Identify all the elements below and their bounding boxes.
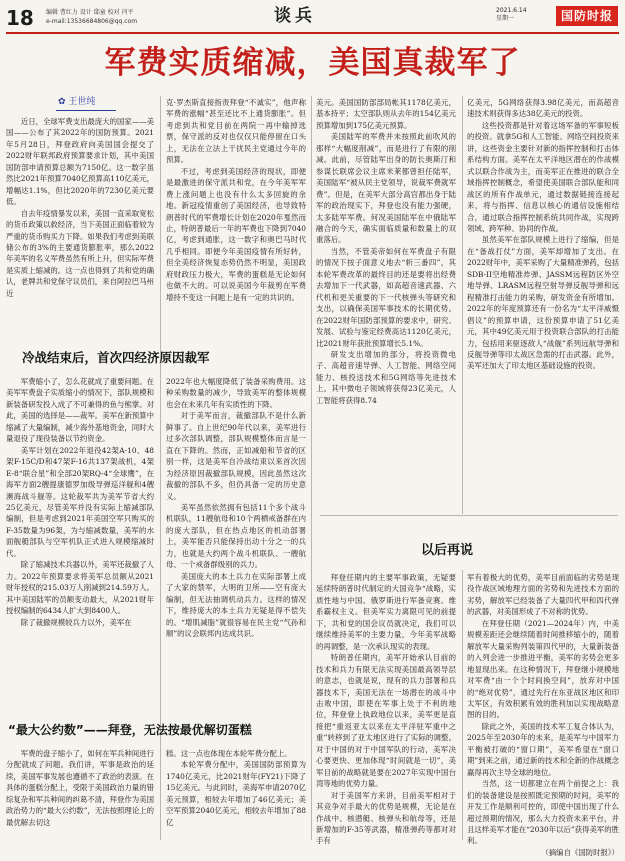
section-name: 谈兵 <box>274 6 316 26</box>
paragraph: 拜登任期内的主要军事政策，无疑要延续特朗普时代制定的大国竞争“战略，实质性地与中国、俄罗斯进行军备竞赛。维系霸权主义。但美军实力离限可见的前提下，共和党的国会议员就决定，我们可以继续维持美军的主要力量，今年美军战略的再调整，是一次承认现实的表现。 <box>316 573 456 651</box>
paragraph: 自去年疫情暴发以来，美国一直采取宽松的货币政策以救经济，当下美国正面临着较为严重的货币购买力下降。如果我们考虑到美联储公布的3%的主要通货膨胀率，那么2022年美军的名义军费虽然有所上升，但实际军费是实质上缩减的。这一点也得到了共和党的确认，老牌共和党保守议员们，来自阿拉巴马州近 <box>6 208 154 298</box>
paragraph: 当然，不管美帝如何在军费盘子有限的情况下按子面意义地去“斩三番四”，其本轮军费改革的最终目的还是要将出经费去增加下一代武器，如高超音速武器、六代机和更关重要的下一代核弹头等研究和支出，以确保美国军事技术的长期优势。在2022财年国防部预算的要求中，研究、发展、试验与鉴定经费高达1120亿美元，比2021财年获批预算增长5.1%。 <box>316 246 456 348</box>
paragraph: 2022年也大幅度降低了装备采购费用。这种采购数量的减少，导致美军的整体规模也会在未来几年有实质性的下降。 <box>166 377 306 409</box>
paragraph: 克·罗杰斯直接指责拜登“不诚实”，他声称军费的涨幅“甚至还比不上通货膨胀”。但考虑到共和党目前在两院一再中输掉选票，保守派的反对也仅仅只能停留在口头上，无法在立法上干扰民主党通过今年的预算。 <box>166 98 306 165</box>
paragraph: 军费缩小了，怎么花就成了重要问题。在美军军费盘子实质缩小的情况下，部队规模和新装备研发投入成了不可兼得的鱼与熊掌。对此，美国的选择是——裁军。美军在新预算中缩减了大量编制，减少海外基地资金，同时大量退役了现役装备以节约资金。 <box>6 377 154 444</box>
paragraph: 近日，全球军费支出最庞大的国家——美国——公布了其2022年的国防预算。2021年5月28日，拜登政府向美国国会提交了2022财年联邦政府预算要求计划，其中美国国防部申请预算总额为7150亿。这一数字虽然比2021年预算7040亿预算高110亿美元，增幅达1.1%，但比2020年的7230亿美元要低。 <box>6 117 154 207</box>
article-column-9 <box>6 748 154 854</box>
article-column-6 <box>166 376 306 712</box>
byline-underline <box>56 110 116 111</box>
newspaper-logo: 国防时报 <box>556 6 618 26</box>
issue-date: 2021.6.14 <box>496 7 527 14</box>
page-number: 18 <box>6 6 34 30</box>
email-line: e-mail:13536684806@qq.com <box>46 18 138 25</box>
paragraph: 美军计划在2022年退役42架A-10、48架F-15C/D和47架F-16共137架战机，4架E-8“联合星”和全部20架RQ-4“全球鹰”，在海军方面2艘提康德罗加级导弹巡洋舰和4艘濒海战斗舰等。这轮裁军共为美军节省大约25亿美元，尽管美军并没有实际上缩减部队编制，但是考虑到2021年美国空军只购买的F-35数量为96架，为与缩减数量，美军的水面舰艇部队与空军机队正式进入规模缩减时代。 <box>6 445 154 558</box>
source-note: （摘编自《国防时报》） <box>541 847 619 857</box>
paragraph: 研发支出增加的部分，将投资微电子、高超音速导弹、人工智能、网络空间能力、核投送技术和5G网络等先进技术上。其中微电子领域将获得23亿美元，人工智能将获得8.74 <box>316 349 456 405</box>
staff-line: 编辑 曹红力 设计 邸童 校对 闫平 <box>46 9 134 16</box>
paragraph: 特朗普任期内，美军开始承认目前的技术和兵力有限无法实现美国最高领导层的意志，也就是说，现有的兵力部署和兵器技术下，美国无法在一场潜在的战斗中击败中国，即使在军事上处于不利的地位，拜登登上执政地位以来，美军更是直接把“重返亚太以来在太平洋驻军重中之重”转移到了亚太地区进行了实际的调整。对于中国的对于中国军队的行动，美军决心要更快、更加体现“时间就是一切”，美军目前的战略就是要在2027年实现中国台湾等地的优势力量。 <box>316 653 456 789</box>
paragraph: 对于美军而言，裁撤部队不是什么新鲜事了。自上世纪90年代以来，美军进行过多次部队调整，部队规模整体而言是一直在下降的。然而，正如减船和节省的区别一样，这是美军自冷战结束以来首次因为经济原因裁撤部队规模，因此虽然这次裁撤的部队不多，但仍具备一定的历史意义。 <box>166 411 306 501</box>
paragraph: 亿美元，5G网络获得3.98亿美元，而高超音速技术则获得多达38亿美元的投资。 <box>467 98 619 119</box>
paragraph: 糕。这一点也体现在本轮军费分配上。 <box>166 749 292 758</box>
author-icon: ✿ <box>58 97 66 107</box>
paragraph: 军费的盘子缩小了，如何在军兵种间进行分配就成了问题。我们讲，军事是政治的延续，美国军事发展也遵循不了政治的表演。在具体的蛋糕分配上，受限于美国政治力量的错综复杂和军兵种间的纠葛不清，拜登作为美国政治势力的“最大公约数”，无法按照理论上的最优解去切这 <box>6 749 154 827</box>
paragraph: 不过，考虑到美国经济的现状，即便是最激进的保守派共和党，在今年美军军费上涨问题上也没有什么太多回旋的余地。新冠疫情重创了美国经济，也导致特朗普时代的军费增长计划在2020年戛然而止，特朗普最后一年的军费也下降到7040亿，考虑到通胀，这一数字和奥巴马时代几乎相同。即便今年美国疫情有所好转，但全美经济恢复态势仍然不明显，美国政府财政压力极大，军费的蛋糕是无论如何也做不大的。可以说美国今年裁剪在军费增持不变这一问题上是有一定的共识的。 <box>166 166 306 302</box>
paragraph: 这些投资都是针对着这场军备的军事短板的投资。就拿5G和人工智能、网络空间投资来讲，这些资金主要针对新的指挥控制和打击体系结构方面。美军在太平洋地区潜在的作战模式以联合作战为主，而美军正在推进的联合全域指挥控制概念，希望使美国联合部队能和同战区的所有作战单元，通过数据链接连接起来，将与指挥、信息以核心的通信设施相结合，通过联合指挥控制系统共同作战，实现跨领域、跨军种、协同的作战。 <box>467 120 619 233</box>
column-divider <box>311 96 312 840</box>
subheading: 以后再说 <box>421 543 474 558</box>
column-divider <box>462 96 463 514</box>
paragraph: 美国庞大的本土兵力在实际部署上成了大家的禁军，大明的卫所——空有庞大编制，但无法抽调机动兵力。这样的情况下，维持庞大的本土兵力无疑是得不偿失的。“增肌减脂”就很容易在民主党“气孙和顺”的议会联邦内达成共识。 <box>166 571 306 638</box>
header-rule <box>6 32 619 34</box>
paragraph: 除了缩减技术兵器以外，美军还裁撤了人力。2022年预算要求将美军总员额从2021财年授权的215.03万人削减到214.59万人。其中美国陆军的员额变动最大，从2021财年授权编制的6434人扩大到8400人。 <box>6 560 154 616</box>
issue-weekday: 星期一 <box>496 15 515 22</box>
staff-credits <box>46 8 137 26</box>
column-divider <box>462 570 463 840</box>
headline: 军费实质缩减，美国真裁军了 <box>104 45 521 81</box>
article-column-3 <box>316 97 456 511</box>
subheading: “最大公约数”——拜登，无法按最优解切蛋糕 <box>8 723 252 737</box>
article-column-8 <box>467 572 620 857</box>
paragraph: 美国陆军的军费并未按照此前吹风的那样“大幅度削减”，而是进行了有限的削减。此前，尽管陆军出身的防长奥斯汀和参谋长联席会议主席米莱都曾担任陆军，美国陆军“被从民主党领导，说裁军费就军费”。但是，在美军大部分高官都出身于陆军的政治现实下，拜登也没有能力强硬，太多陆军军费。何况美国陆军在中俄陆军融合的今天，确实面临质量和数量上的双重落后。 <box>316 132 456 245</box>
paragraph: 在拜登任期（2021—2024年）内，中美规模差距还会继续随着时间推移缩小的，随着解放军大量采购列装第四代甲的，大量新装备的入列会进一步推进平衡，美军的劣势会更多地显现出来。在这种情况下，拜登继小规模地对军费“由一个个时间换空间”，放弃对中国的“绝对优势”，通过先行在东亚战区地区和印太军区，有效积累有效的胜利加以实现战略意图的目的。 <box>467 618 619 720</box>
section-divider <box>320 515 618 516</box>
article-column-2 <box>166 97 306 342</box>
paragraph: 除此之外，美国的技术军工复合体认为，2025年至2030年的未来，是美军与中国军力平衡被打破的“窗口期”，美军希望在“窗口期”到来之前，通过新的技术和全新的作战概念赢得再次主导全球的地位。 <box>467 721 619 777</box>
paragraph: 军有着极大的优势，美军目前面临的劣势是现役作战区域地理方面的劣势和先进技术方面的劣势，解放军已经装备了大量四代甲和四代弹的武器，对美国形成了不对称的优势。 <box>467 573 619 617</box>
paragraph: 本轮军费分配中，美国国防部预算为1740亿美元，比2021财年(FY21)下降了15亿美元。与此同时，美海军申请2070亿美元预算，相较去年增加了46亿美元；美空军预算2040亿美元，相较去年增加了88亿 <box>166 760 306 827</box>
date-block <box>496 7 527 23</box>
article-column-10 <box>166 748 306 854</box>
subheading: 冷战结束后，首次四经济原因裁军 <box>22 350 210 365</box>
author-name: 王世纯 <box>68 97 96 107</box>
paragraph: 除了裁撤规模较兵力以外，美军在 <box>20 617 132 627</box>
paragraph: 当然，这一切都建立在两个前提之上：我们的装备建设是按照既定预期的时间，美军的开发工作是顺利可控的，即使中国出现了什么超过预期的情况，那么大力投资未来平台，并且这样美军才能在“2030年以后”获得美军的胜利。 <box>467 779 620 846</box>
article-column-5 <box>6 376 154 712</box>
article-column-1 <box>6 116 154 340</box>
byline <box>58 96 95 108</box>
article-column-7 <box>316 572 456 846</box>
paragraph: 对于美国军方来讲，目前美军相对于其竞争对手最大的优势是规模，无论是在作战中、核潜艇、核弹头和航母等，还是新增加的F-35等武器，精准弹药等都对对手有 <box>316 790 456 846</box>
paragraph: 虽然美军在部队规模上进行了缩编，但是在“备战打仗”方面，美军却增加了支出。在2022财年中，美军采购了大量精准弹药，包括SDB-II空地精准炸弹、JASSM远程防区外空地导弹、LRASM远程空射导弹反舰导弹和远程精准打击能力的采购，研发资金有所增加。2022年的年度预算还有一份名为“太平洋威慑倡议”的预算申请，这份预算申请了51亿美元，其中49亿美元用于投资联合部队的打击能力，包括用来驱逐敌人“战舰”系列远航导弹和反舰导弹等印太战区急需的打击武器。此外，美军还加大了印太地区基础设施的投资。 <box>467 235 619 371</box>
paragraph: 美军虽然依然拥有包括11个多个战斗机联队，11艘航母和10个两栖戒备群在内的庞大部队，但在热点地区的机动部署上，美军能否只能保持出动十分之一的兵力，也就是大约两个战斗机联队、一艘航母、一个戒备群级别的兵力。 <box>166 502 306 570</box>
paragraph: 美元。美国国防部部局帐其1178亿美元，基本持平；太空部队则从去年的154亿美元预算增加到175亿美元预算。 <box>316 98 456 130</box>
article-column-4 <box>467 97 619 511</box>
